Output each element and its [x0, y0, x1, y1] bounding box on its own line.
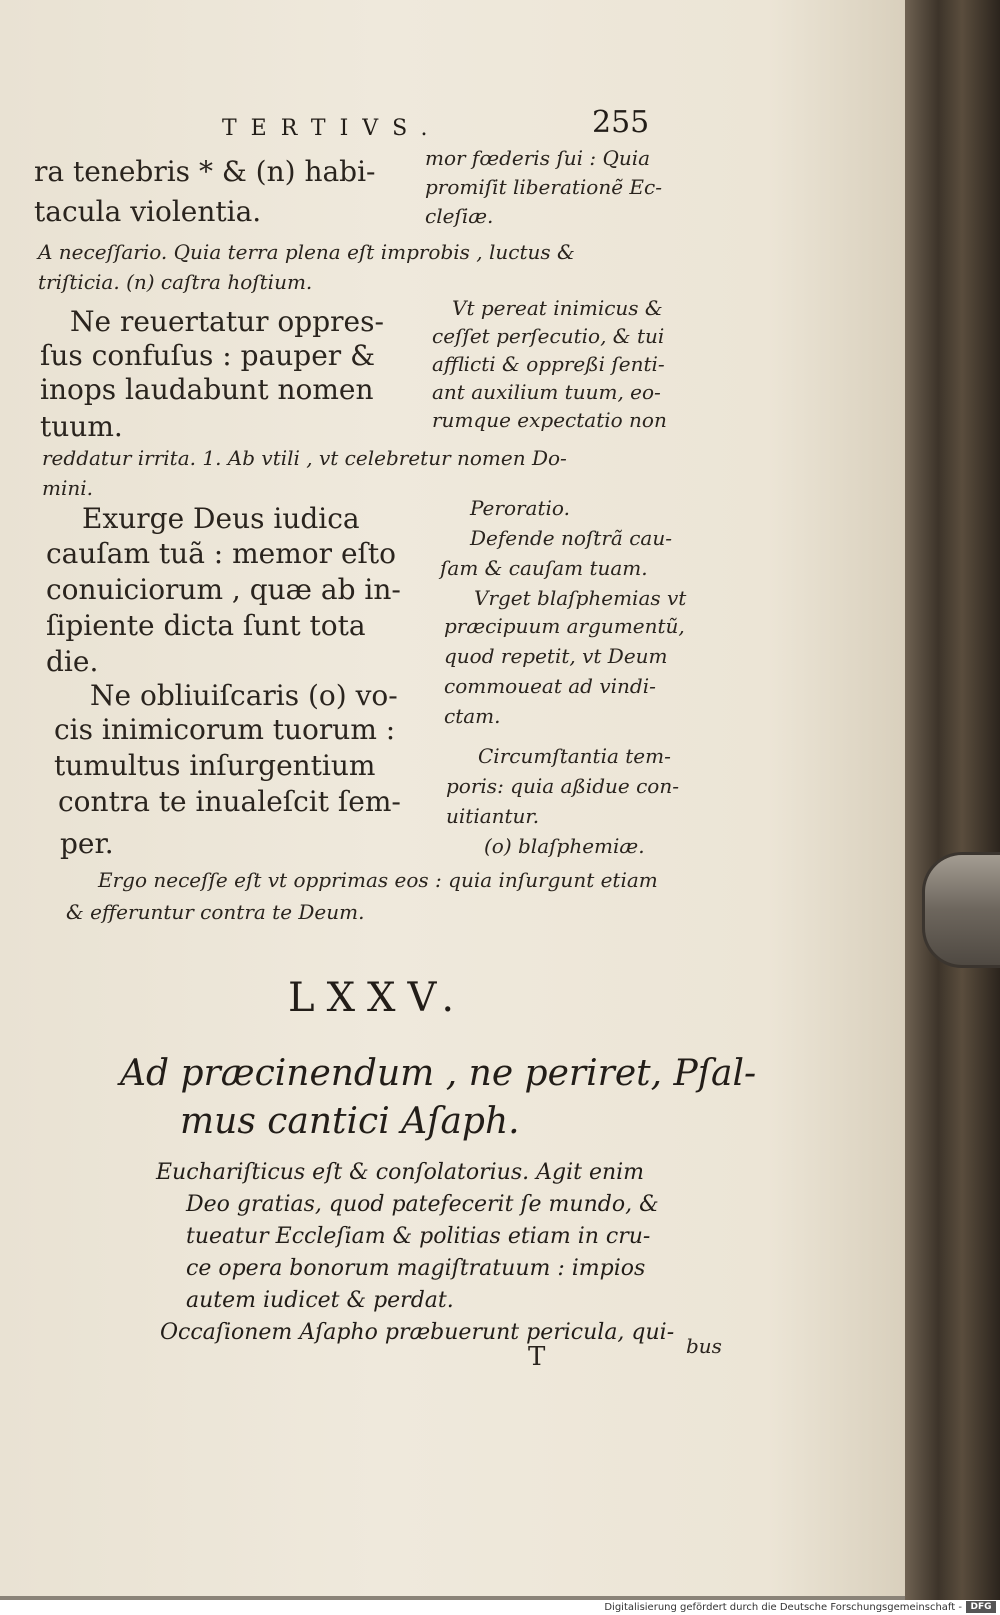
gloss-line: (o) blaſphemiæ.	[484, 834, 645, 858]
main-line: tuum.	[40, 410, 123, 443]
main-line: Ne reuertatur oppres-	[70, 305, 384, 338]
main-line: Ne obliuiſcaris (o) vo-	[90, 679, 398, 712]
gloss-line: præcipuum argumentũ,	[444, 614, 685, 638]
page-number: 255	[592, 105, 650, 140]
gloss-line: poris: quia aßidue con-	[446, 774, 679, 798]
gloss-line: promiſit liberationẽ Ec-	[425, 175, 662, 199]
signature-mark: T	[528, 1342, 546, 1372]
main-line: ſipiente dicta ſunt tota	[46, 609, 366, 642]
footer-credit: Digitalisierung gefördert durch die Deutsche Forschungsgemeinschaft -	[604, 1602, 962, 1613]
gloss-line: ant auxilium tuum, eo-	[432, 380, 661, 404]
footer-bar	[0, 1600, 1000, 1615]
main-line: conuiciorum , quæ ab in-	[46, 573, 401, 606]
gloss-line: Defende noſtrã cau-	[470, 526, 672, 550]
gloss-line: Peroratio.	[470, 496, 570, 520]
gloss-line: triſticia. (n) caſtra hoſtium.	[38, 270, 313, 294]
gloss-line: reddatur irrita. 1. Ab vtili , vt celebretur nomen Do-	[42, 446, 567, 470]
main-line: die.	[46, 645, 99, 678]
gloss-line: uitiantur.	[446, 804, 540, 828]
gloss-line: quod repetit, vt Deum	[444, 644, 668, 668]
gloss-line: Circumſtantia tem-	[478, 744, 671, 768]
psalm-title-line: mus cantici Aſaph.	[180, 1101, 520, 1142]
book-edge	[905, 0, 1000, 1600]
gloss-line: cleſiæ.	[425, 204, 494, 228]
gloss-line: & efferuntur contra te Deum.	[66, 900, 365, 924]
main-line: tumultus inſurgentium	[54, 749, 376, 782]
book-clasp	[922, 852, 1000, 968]
running-head: TERTIVS.	[222, 116, 442, 141]
main-line: Exurge Deus iudica	[82, 502, 360, 535]
gloss-line: ctam.	[444, 704, 501, 728]
gloss-line: A neceſſario. Quia terra plena eſt improbis , luctus &	[38, 240, 575, 264]
main-line: ſus confuſus : pauper &	[40, 339, 375, 372]
catchword: bus	[686, 1334, 722, 1358]
main-line: tacula violentia.	[34, 195, 262, 228]
summary-line: ce opera bonorum magiſtratuum : impios	[186, 1256, 646, 1281]
main-line: inops laudabunt nomen	[40, 373, 374, 406]
gloss-line: Vrget blaſphemias vt	[474, 586, 687, 610]
summary-line: tueatur Eccleſiam & politias etiam in cru-	[186, 1224, 651, 1249]
gloss-line: ſam & cauſam tuam.	[440, 556, 648, 580]
summary-line: Occaſionem Aſapho præbuerunt pericula, qui-	[160, 1320, 675, 1345]
main-line: ra tenebris * & (n) habi-	[34, 155, 376, 188]
gloss-line: Vt pereat inimicus &	[452, 296, 663, 320]
gloss-line: mini.	[42, 476, 93, 500]
psalm-number: LXXV.	[288, 975, 467, 1021]
dfg-logo: DFG	[966, 1601, 996, 1613]
gloss-line: rumque expectatio non	[432, 408, 667, 432]
main-line: cauſam tuã : memor eſto	[46, 537, 396, 570]
gloss-line: afflicti & oppreßi ſenti-	[432, 352, 665, 376]
gloss-line: commoueat ad vindi-	[444, 674, 656, 698]
summary-line: autem iudicet & perdat.	[186, 1288, 454, 1313]
main-line: contra te inualeſcit ſem-	[58, 785, 401, 818]
main-line: cis inimicorum tuorum :	[54, 713, 396, 746]
gloss-line: ceſſet perſecutio, & tui	[432, 324, 665, 348]
main-line: per.	[60, 827, 114, 860]
gloss-line: mor fœderis ſui : Quia	[425, 146, 651, 170]
psalm-title-line: Ad præcinendum , ne periret, Pſal-	[120, 1053, 757, 1094]
summary-line: Deo gratias, quod patefecerit ſe mundo, &	[186, 1192, 659, 1217]
gloss-line: Ergo neceſſe eſt vt opprimas eos : quia inſurgunt etiam	[98, 868, 658, 892]
summary-line: Euchariſticus eſt & conſolatorius. Agit enim	[156, 1160, 645, 1185]
